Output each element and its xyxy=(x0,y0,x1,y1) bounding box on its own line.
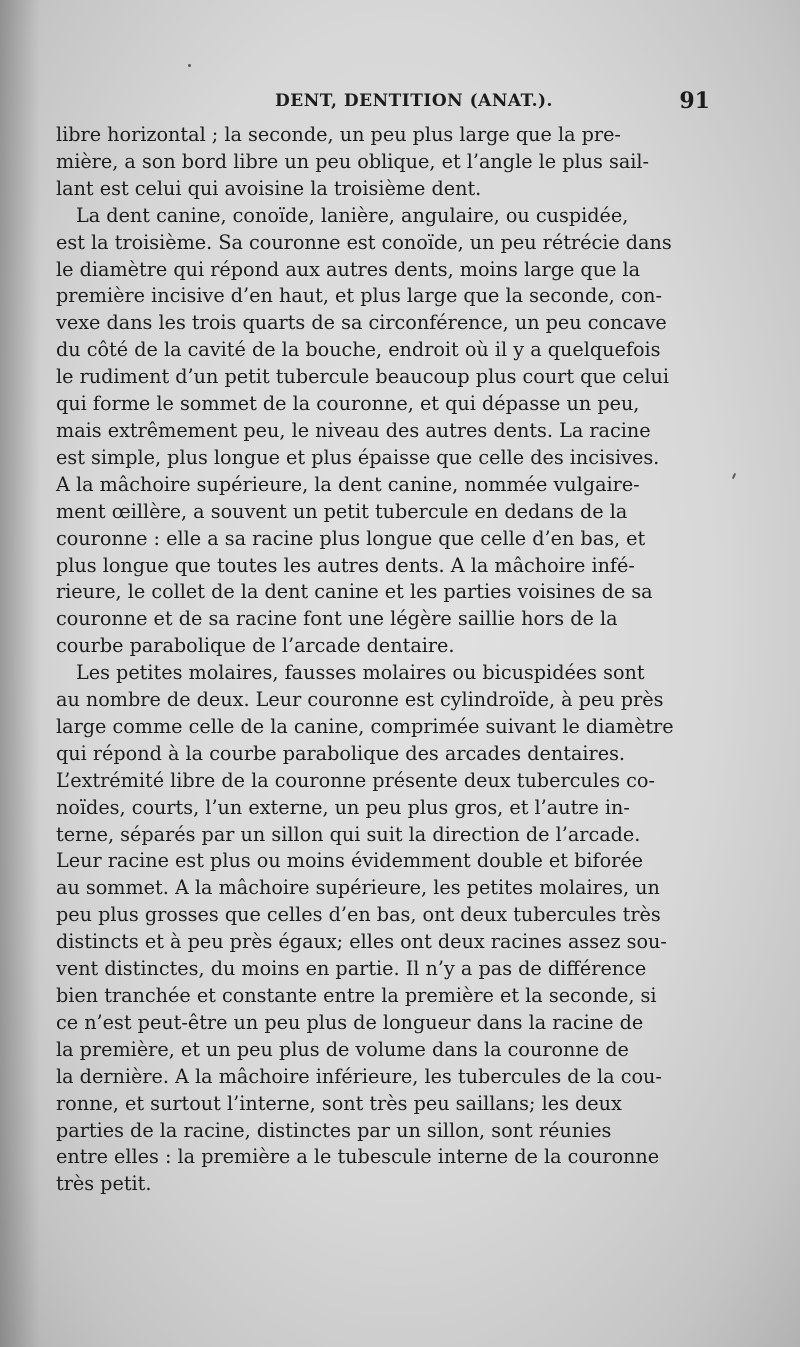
running-title: DENT, DENTITION (ANAT.). xyxy=(275,91,553,111)
ink-speck xyxy=(188,64,191,67)
paragraph-small-molars: Les petites molaires, fausses molaires ou bicuspidées sont au nombre de deux. Leur couronne est cylindroïde, à peu près large comme celle de la canine, comprimée suivant le diamètre qui répond à la courbe parabolique des arcades dentaires. L’extrémité libre de la couronne présente deux tubercules co- noïdes, courts, l’un externe, un peu plus gros, et l’autre in- terne, séparés par un sillon qui suit la direction de l’arcade. Leur racine est plus ou moins évidemment double et biforée au sommet. A la mâchoire supérieure, les petites molaires, un peu plus grosses que celles d’en bas, ont deux tubercules très distincts et à peu près égaux; elles ont deux racines assez sou- vent distinctes, du moins en partie. Il n’y a pas de différence bien tranchée et constante entre la première et la seconde, si ce n’est peut-être un peu plus de longueur dans la racine de la première, et un peu plus de volume dans la couronne de la dernière. A la mâchoire inférieure, les tubercules de la cou- ronne, et surtout l’interne, sont très peu saillans; les deux parties de la racine, distinctes par un sillon, sont réunies entre elles : la première a le tubescule interne de la couronne très petit. xyxy=(56,661,674,1196)
body-text xyxy=(56,122,712,1198)
page-fold-shadow xyxy=(0,0,40,1347)
paragraph-canine-tooth: La dent canine, conoïde, lanière, angulaire, ou cuspidée, est la troisième. Sa couronne est conoïde, un peu rétrécie dans le diamètre qui répond aux autres dents, moins large que la première incisive d’en haut, et plus large que la seconde, con- vexe dans les trois quarts de sa circonférence, un peu concave du côté de la cavité de la bouche, endroit où il y a quelquefois le rudiment d’un petit tubercule beaucoup plus court que celui qui forme le sommet de la couronne, et qui dépasse un peu, mais extrêmement peu, le niveau des autres dents. La racine est simple, plus longue et plus épaisse que celle des incisives. A la mâchoire supérieure, la dent canine, nommée vulgaire- ment œillère, a souvent un petit tubercule en dedans de la couronne : elle a sa racine plus longue que celle d’en bas, et plus longue que toutes les autres dents. A la mâchoire infé- rieure, le collet de la dent canine et les parties voisines de sa couronne et de sa racine font une légère saillie hors de la courbe parabolique de l’arcade dentaire. xyxy=(56,203,672,658)
ink-speck xyxy=(732,473,736,479)
running-head xyxy=(56,86,712,116)
page-number: 91 xyxy=(679,88,710,114)
paragraph-incisors-end: libre horizontal ; la seconde, un peu plus large que la pre- mière, a son bord libre un peu oblique, et l’angle le plus sail- lant est celui qui avoisine la troisième dent. xyxy=(56,123,650,200)
